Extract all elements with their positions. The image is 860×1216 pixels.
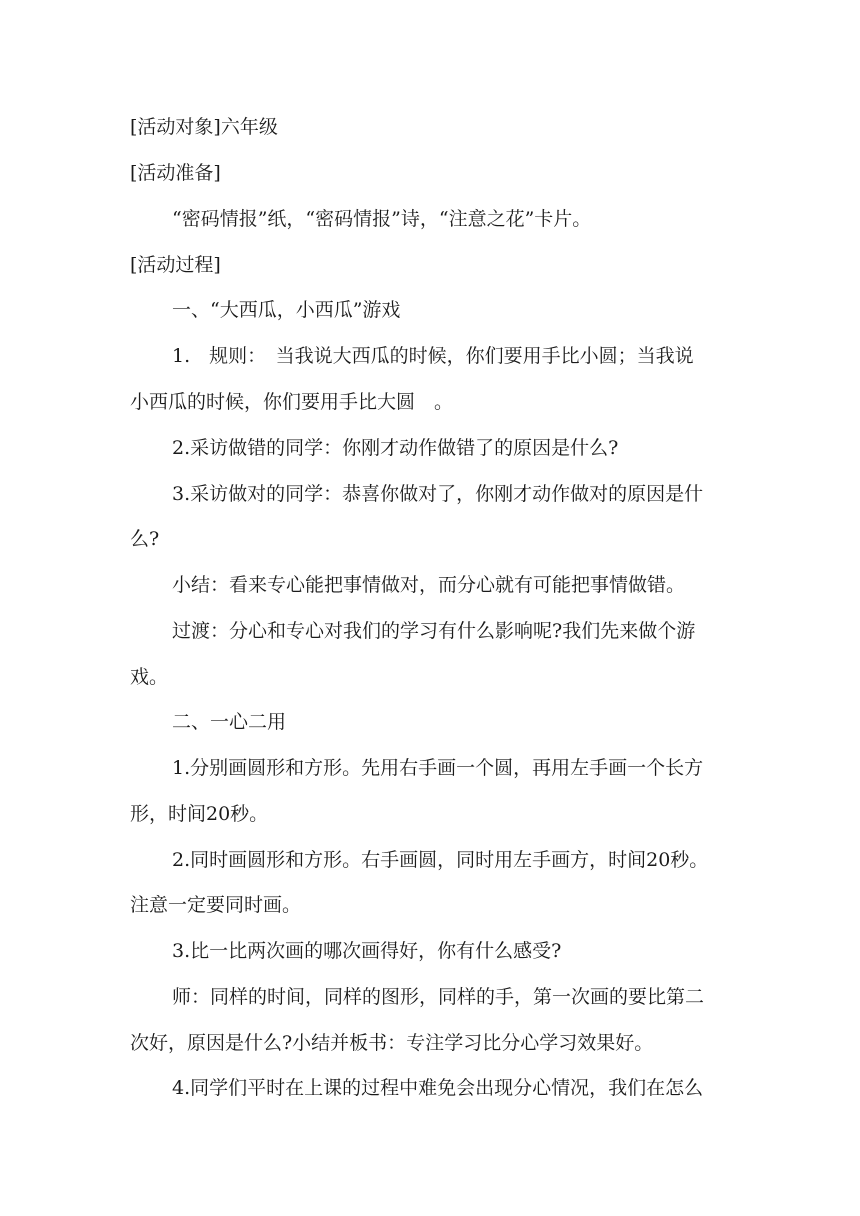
activity-process-heading: [活动过程] bbox=[130, 254, 221, 276]
section-1-heading: 一、“大西瓜，小西瓜”游戏 bbox=[172, 299, 401, 321]
paragraph-line: 戏。 bbox=[130, 666, 169, 688]
paragraph-line: 1.分别画圆形和方形。先用右手画一个圆，再用左手画一个长方 bbox=[172, 757, 704, 779]
paragraph-line: 形，时间20秒。 bbox=[130, 803, 269, 825]
activity-prep-materials: “密码情报”纸，“密码情报”诗，“注意之花”卡片。 bbox=[172, 208, 592, 230]
paragraph-line: 注意一定要同时画。 bbox=[130, 894, 302, 916]
paragraph-line: 2.同时画圆形和方形。右手画圆，同时用左手画方，时间20秒。 bbox=[172, 849, 709, 871]
paragraph-line: 次好，原因是什么?小结并板书：专注学习比分心学习效果好。 bbox=[130, 1032, 654, 1054]
paragraph-line: 么? bbox=[130, 528, 160, 550]
section-2-heading: 二、一心二用 bbox=[172, 711, 287, 733]
paragraph-line: 4.同学们平时在上课的过程中难免会出现分心情况，我们在怎么 bbox=[172, 1077, 704, 1099]
activity-target: [活动对象]六年级 bbox=[130, 116, 278, 138]
paragraph-line: 1. 规则： 当我说大西瓜的时候，你们要用手比小圆；当我说 bbox=[172, 345, 694, 367]
paragraph-line: 师：同样的时间，同样的图形，同样的手，第一次画的要比第二 bbox=[172, 986, 705, 1008]
activity-prep-heading: [活动准备] bbox=[130, 162, 221, 184]
paragraph-line: 2.采访做错的同学：你刚才动作做错了的原因是什么? bbox=[172, 437, 619, 459]
paragraph-line: 3.采访做对的同学：恭喜你做对了，你刚才动作做对的原因是什 bbox=[172, 483, 704, 505]
transition-line: 过渡：分心和专心对我们的学习有什么影响呢?我们先来做个游 bbox=[172, 620, 696, 642]
summary-line: 小结：看来专心能把事情做对，而分心就有可能把事情做错。 bbox=[172, 574, 686, 596]
paragraph-line: 3.比一比两次画的哪次画得好，你有什么感受? bbox=[172, 940, 562, 962]
paragraph-line: 小西瓜的时候，你们要用手比大圆 。 bbox=[130, 391, 454, 413]
